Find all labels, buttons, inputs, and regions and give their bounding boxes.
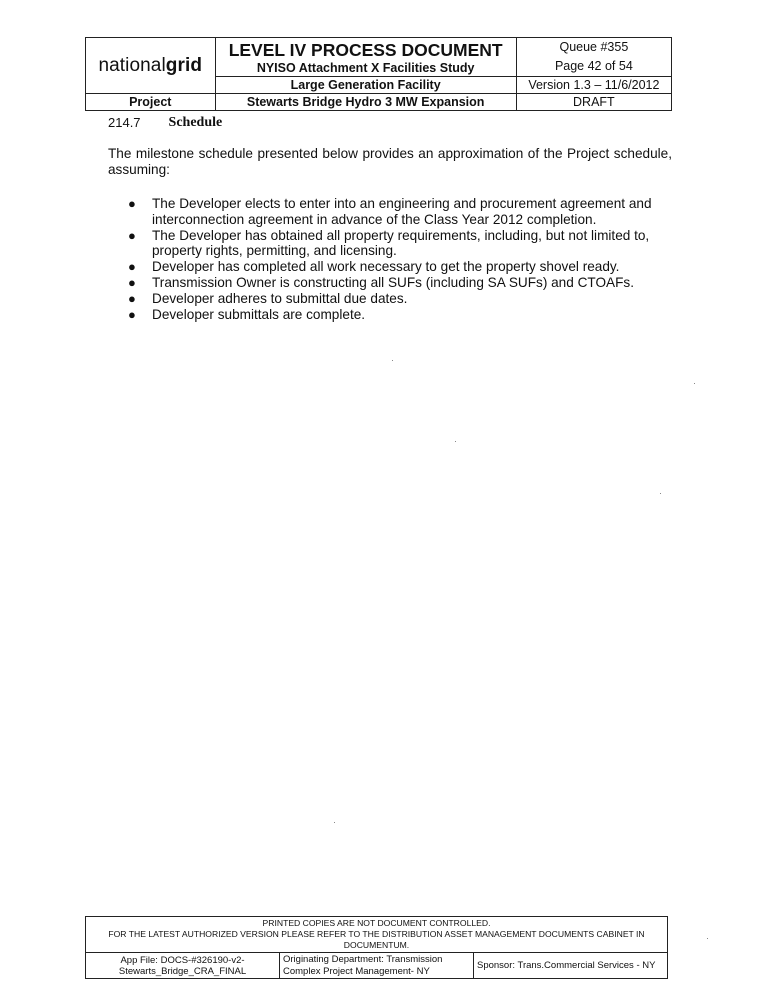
document-title: LEVEL IV PROCESS DOCUMENT [228,39,503,60]
section-heading [108,115,222,131]
section-title: Schedule [168,115,223,130]
bullet-icon: ● [128,306,136,322]
app-file: App File: DOCS-#326190-v2-Stewarts_Bridge_CRA_FINAL [86,953,280,979]
sponsor: Sponsor: Trans.Commercial Services - NY [474,953,668,979]
list-item: ● The Developer has obtained all property requirements, including, but not limited to, property rights, permitting, and licensing. [128,227,650,259]
originating-department: Originating Department: Transmission Complex Project Management- NY [280,953,474,979]
page-number: Page 42 of 54 [554,59,633,73]
footer-table [85,916,668,979]
bullet-icon: ● [128,196,136,211]
list-item: ● Transmission Owner is constructing all SUFs (including SA SUFs) and CTOAFs. [128,274,634,290]
title-cell [215,38,516,77]
bullet-icon: ● [128,259,136,275]
document-subtitle: NYISO Attachment X Facilities Study [256,60,475,75]
list-item: ● Developer submittals are complete. [128,306,366,322]
list-item: ● The Developer elects to enter into an engineering and procurement agreement and interconnection agreement in advance of the Class Year 2012 completion. [128,196,652,227]
assumption-list [108,196,672,322]
queue-cell [516,38,671,77]
bullet-icon: ● [128,290,136,306]
facility-type: Large Generation Facility [215,77,516,94]
control-notice: PRINTED COPIES ARE NOT DOCUMENT CONTROLLED. FOR THE LATEST AUTHORIZED VERSION PLEASE REFER TO THE DISTRIBUTION ASSET MANAGEMENT DOCUMENTS CABINET IN DOCUMENTUM. [86,917,668,953]
list-item: ● Developer has completed all work necessary to get the property shovel ready. [128,259,620,275]
logo-cell [86,38,216,94]
queue-number: Queue #355 [559,40,629,54]
intro-paragraph: The milestone schedule presented below provides an approximation of the Project schedule, assuming: [108,146,672,177]
bullet-icon: ● [128,274,136,290]
project-name: Stewarts Bridge Hydro 3 MW Expansion [215,94,516,111]
document-status: DRAFT [516,94,671,111]
list-item: ● Developer adheres to submittal due dates. [128,290,408,306]
section-number: 214.7 [108,115,141,130]
bullet-icon: ● [128,227,136,243]
project-label: Project [86,94,216,111]
national-grid-logo: nationalgrid [98,54,203,76]
version-date: Version 1.3 – 11/6/2012 [516,77,671,94]
header-table [85,37,672,111]
